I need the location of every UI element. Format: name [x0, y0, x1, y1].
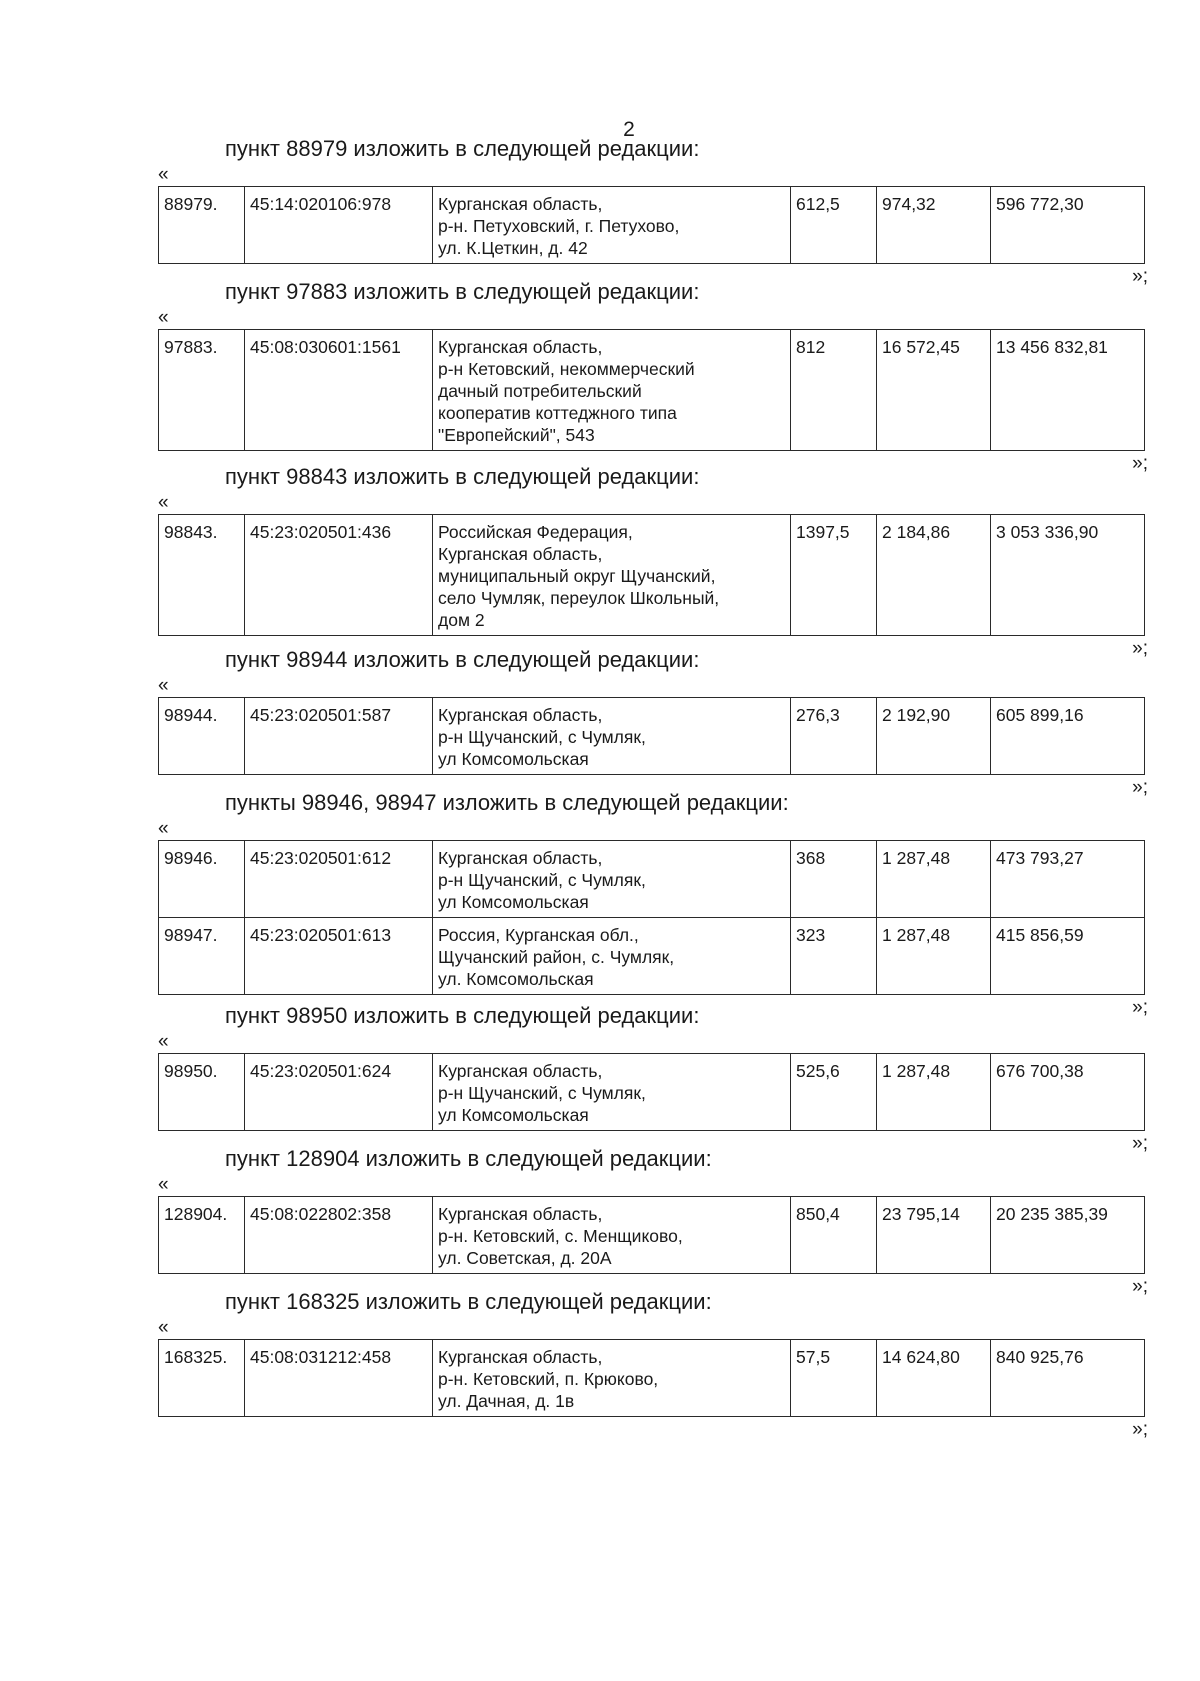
property-table	[158, 1339, 1145, 1417]
opening-quote: «	[158, 818, 169, 839]
opening-quote: «	[158, 1174, 169, 1195]
property-table	[158, 1053, 1145, 1131]
opening-quote: «	[158, 164, 169, 185]
amendment-heading: пункт 168325 изложить в следующей редакции:	[225, 1289, 712, 1314]
closing-quote: »;	[1132, 1419, 1148, 1440]
area-cell: 368	[791, 841, 877, 918]
table-row	[159, 1054, 1145, 1131]
cadastral-value-cell: 840 925,76	[991, 1340, 1145, 1417]
address-cell: Курганская область, р-н Кетовский, некоммерческий дачный потребительский кооператив коттеджного типа "Европейский", 543	[433, 330, 791, 451]
cadastral-number-cell: 45:08:022802:358	[245, 1197, 433, 1274]
amendment-section	[158, 1289, 1148, 1440]
opening-quote: «	[158, 1317, 169, 1338]
amendment-section	[158, 279, 1148, 474]
closing-quote: »;	[1132, 266, 1148, 287]
amendment-section	[158, 136, 1148, 287]
cadastral-number-cell: 45:23:020501:612	[245, 841, 433, 918]
opening-quote: «	[158, 675, 169, 696]
property-table	[158, 840, 1145, 995]
amendment-section	[158, 464, 1148, 659]
area-cell: 812	[791, 330, 877, 451]
cadastral-value-cell: 605 899,16	[991, 698, 1145, 775]
address-cell: Россия, Курганская обл., Щучанский район, с. Чумляк, ул. Комсомольская	[433, 918, 791, 995]
item-number-cell: 88979.	[159, 187, 245, 264]
closing-quote: »;	[1132, 638, 1148, 659]
cadastral-value-cell: 596 772,30	[991, 187, 1145, 264]
unit-value-cell: 16 572,45	[877, 330, 991, 451]
item-number-cell: 98947.	[159, 918, 245, 995]
item-number-cell: 98950.	[159, 1054, 245, 1131]
amendment-heading: пункт 98944 изложить в следующей редакции:	[225, 647, 700, 672]
address-cell: Курганская область, р-н. Кетовский, с. Менщиково, ул. Советская, д. 20А	[433, 1197, 791, 1274]
opening-quote: «	[158, 307, 169, 328]
closing-quote: »;	[1132, 997, 1148, 1018]
area-cell: 525,6	[791, 1054, 877, 1131]
table-row	[159, 918, 1145, 995]
item-number-cell: 98843.	[159, 515, 245, 636]
table-row	[159, 330, 1145, 451]
closing-quote: »;	[1132, 777, 1148, 798]
table-row	[159, 1197, 1145, 1274]
area-cell: 1397,5	[791, 515, 877, 636]
cadastral-value-cell: 20 235 385,39	[991, 1197, 1145, 1274]
closing-quote: »;	[1132, 1133, 1148, 1154]
item-number-cell: 98946.	[159, 841, 245, 918]
table-row	[159, 187, 1145, 264]
property-table	[158, 1196, 1145, 1274]
cadastral-value-cell: 473 793,27	[991, 841, 1145, 918]
cadastral-value-cell: 415 856,59	[991, 918, 1145, 995]
property-table	[158, 329, 1145, 451]
amendment-section	[158, 1003, 1148, 1154]
item-number-cell: 98944.	[159, 698, 245, 775]
amendment-heading: пункт 98843 изложить в следующей редакции:	[225, 464, 700, 489]
closing-quote: »;	[1132, 1276, 1148, 1297]
cadastral-number-cell: 45:23:020501:587	[245, 698, 433, 775]
cadastral-number-cell: 45:23:020501:613	[245, 918, 433, 995]
page-number: 2	[623, 118, 635, 141]
area-cell: 276,3	[791, 698, 877, 775]
table-row	[159, 1340, 1145, 1417]
cadastral-number-cell: 45:08:030601:1561	[245, 330, 433, 451]
opening-quote: «	[158, 492, 169, 513]
item-number-cell: 168325.	[159, 1340, 245, 1417]
amendment-heading: пункт 128904 изложить в следующей редакции:	[225, 1146, 712, 1171]
cadastral-value-cell: 3 053 336,90	[991, 515, 1145, 636]
area-cell: 57,5	[791, 1340, 877, 1417]
amendment-heading: пункт 88979 изложить в следующей редакции:	[225, 136, 700, 161]
address-cell: Курганская область, р-н. Петуховский, г. Петухово, ул. К.Цеткин, д. 42	[433, 187, 791, 264]
cadastral-value-cell: 676 700,38	[991, 1054, 1145, 1131]
unit-value-cell: 974,32	[877, 187, 991, 264]
cadastral-value-cell: 13 456 832,81	[991, 330, 1145, 451]
amendment-section	[158, 647, 1148, 798]
area-cell: 612,5	[791, 187, 877, 264]
area-cell: 323	[791, 918, 877, 995]
opening-quote: «	[158, 1031, 169, 1052]
amendment-heading: пункты 98946, 98947 изложить в следующей редакции:	[225, 790, 789, 815]
cadastral-number-cell: 45:08:031212:458	[245, 1340, 433, 1417]
property-table	[158, 697, 1145, 775]
table-row	[159, 841, 1145, 918]
item-number-cell: 128904.	[159, 1197, 245, 1274]
cadastral-number-cell: 45:23:020501:624	[245, 1054, 433, 1131]
table-row	[159, 698, 1145, 775]
cadastral-number-cell: 45:23:020501:436	[245, 515, 433, 636]
unit-value-cell: 2 184,86	[877, 515, 991, 636]
property-table	[158, 514, 1145, 636]
address-cell: Курганская область, р-н Щучанский, с Чумляк, ул Комсомольская	[433, 698, 791, 775]
address-cell: Курганская область, р-н Щучанский, с Чумляк, ул Комсомольская	[433, 1054, 791, 1131]
amendment-heading: пункт 97883 изложить в следующей редакции:	[225, 279, 700, 304]
address-cell: Российская Федерация, Курганская область, муниципальный округ Щучанский, село Чумляк, переулок Школьный, дом 2	[433, 515, 791, 636]
table-row	[159, 515, 1145, 636]
amendment-section	[158, 1146, 1148, 1297]
amendment-section	[158, 790, 1148, 1018]
item-number-cell: 97883.	[159, 330, 245, 451]
unit-value-cell: 1 287,48	[877, 841, 991, 918]
amendment-heading: пункт 98950 изложить в следующей редакции:	[225, 1003, 700, 1028]
unit-value-cell: 23 795,14	[877, 1197, 991, 1274]
unit-value-cell: 2 192,90	[877, 698, 991, 775]
closing-quote: »;	[1132, 453, 1148, 474]
unit-value-cell: 14 624,80	[877, 1340, 991, 1417]
property-table	[158, 186, 1145, 264]
cadastral-number-cell: 45:14:020106:978	[245, 187, 433, 264]
address-cell: Курганская область, р-н Щучанский, с Чумляк, ул Комсомольская	[433, 841, 791, 918]
address-cell: Курганская область, р-н. Кетовский, п. Крюково, ул. Дачная, д. 1в	[433, 1340, 791, 1417]
area-cell: 850,4	[791, 1197, 877, 1274]
unit-value-cell: 1 287,48	[877, 1054, 991, 1131]
unit-value-cell: 1 287,48	[877, 918, 991, 995]
